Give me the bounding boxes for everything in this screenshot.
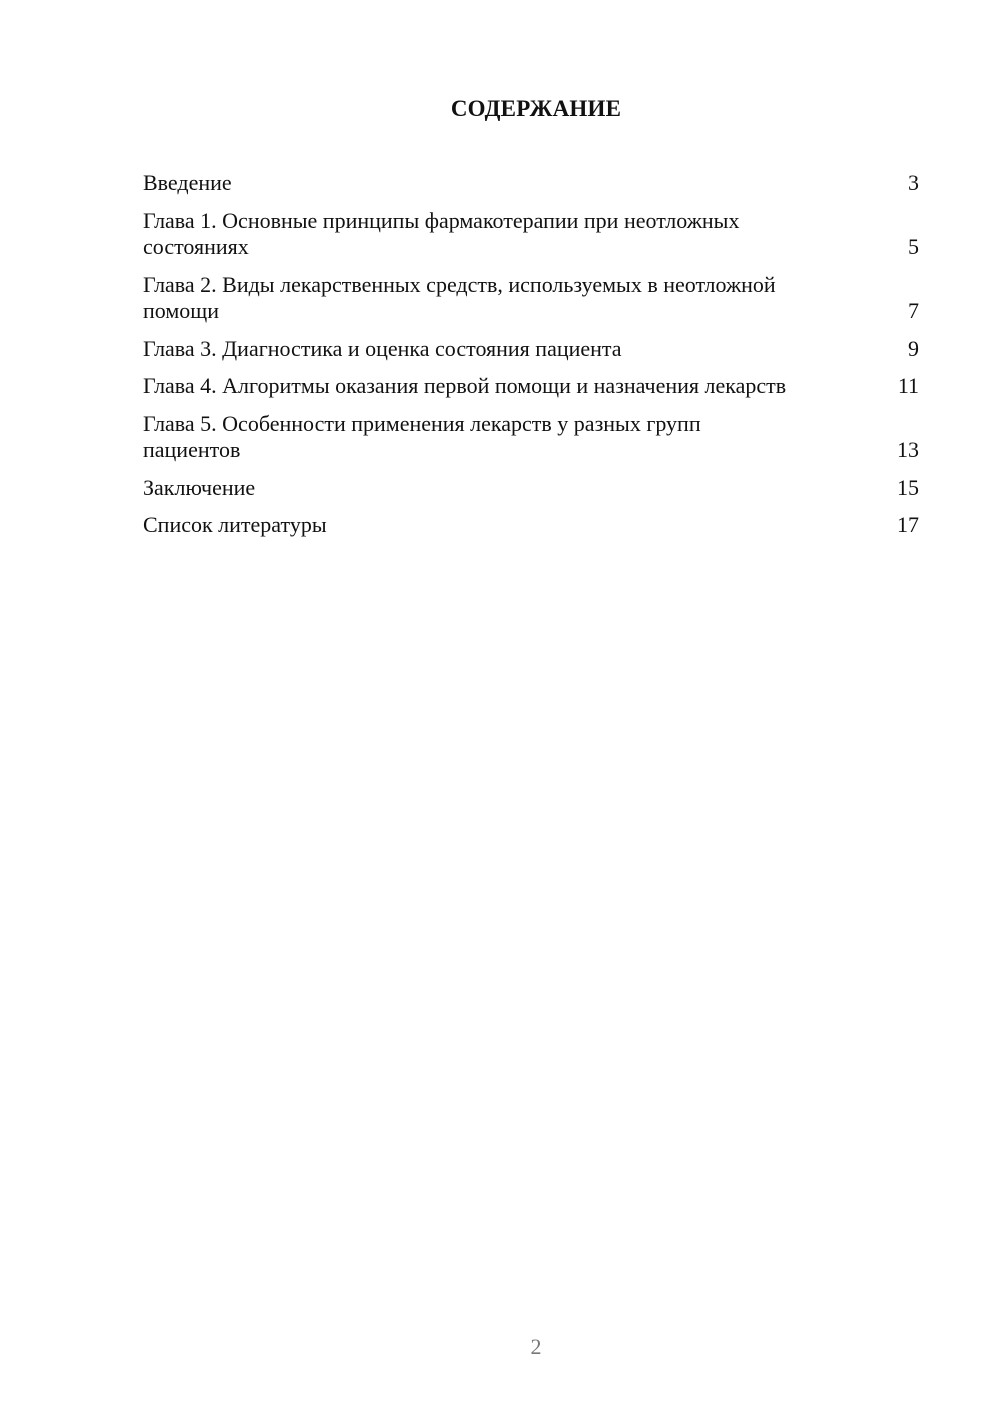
toc-entry-chapter-2	[143, 272, 919, 325]
toc-entry-text: Глава 4. Алгоритмы оказания первой помощи и назначения лекарств	[143, 373, 787, 398]
toc-entry-chapter-5	[143, 411, 919, 464]
toc-entry-page: 5	[908, 234, 919, 259]
toc-entry-introduction	[143, 170, 919, 197]
toc-entry-page: 9	[908, 335, 919, 361]
toc-entry-conclusion	[143, 475, 919, 502]
toc-entry-text: Список литературы	[143, 512, 327, 537]
toc-entry-page: 11	[897, 373, 919, 398]
toc-entry-page: 17	[897, 512, 919, 537]
toc-entry-page: 13	[897, 437, 919, 462]
toc-entry-chapter-4	[143, 373, 919, 400]
toc-entry-references	[143, 512, 919, 539]
toc-entry-text: Глава 5. Особенности применения лекарств у разных групп пациентов	[143, 410, 701, 462]
toc-entry-page: 7	[908, 298, 919, 323]
toc-entry-text: Заключение	[143, 474, 256, 500]
toc-entry-text: Глава 1. Основные принципы фармакотерапии при неотложных состояниях	[143, 207, 740, 259]
toc-entry-chapter-3	[143, 336, 919, 363]
toc-entry-page: 3	[908, 170, 919, 195]
toc-entry-page: 15	[897, 474, 919, 500]
toc-entry-text: Глава 2. Виды лекарственных средств, используемых в неотложной помощи	[143, 271, 776, 323]
toc-entry-chapter-1	[143, 208, 919, 261]
toc-entry-text: Введение	[143, 170, 232, 195]
toc-entry-text: Глава 3. Диагностика и оценка состояния пациента	[143, 335, 622, 361]
page-number: 2	[530, 1334, 542, 1359]
toc-title: СОДЕРЖАНИЕ	[450, 96, 622, 121]
toc-list	[143, 170, 919, 550]
